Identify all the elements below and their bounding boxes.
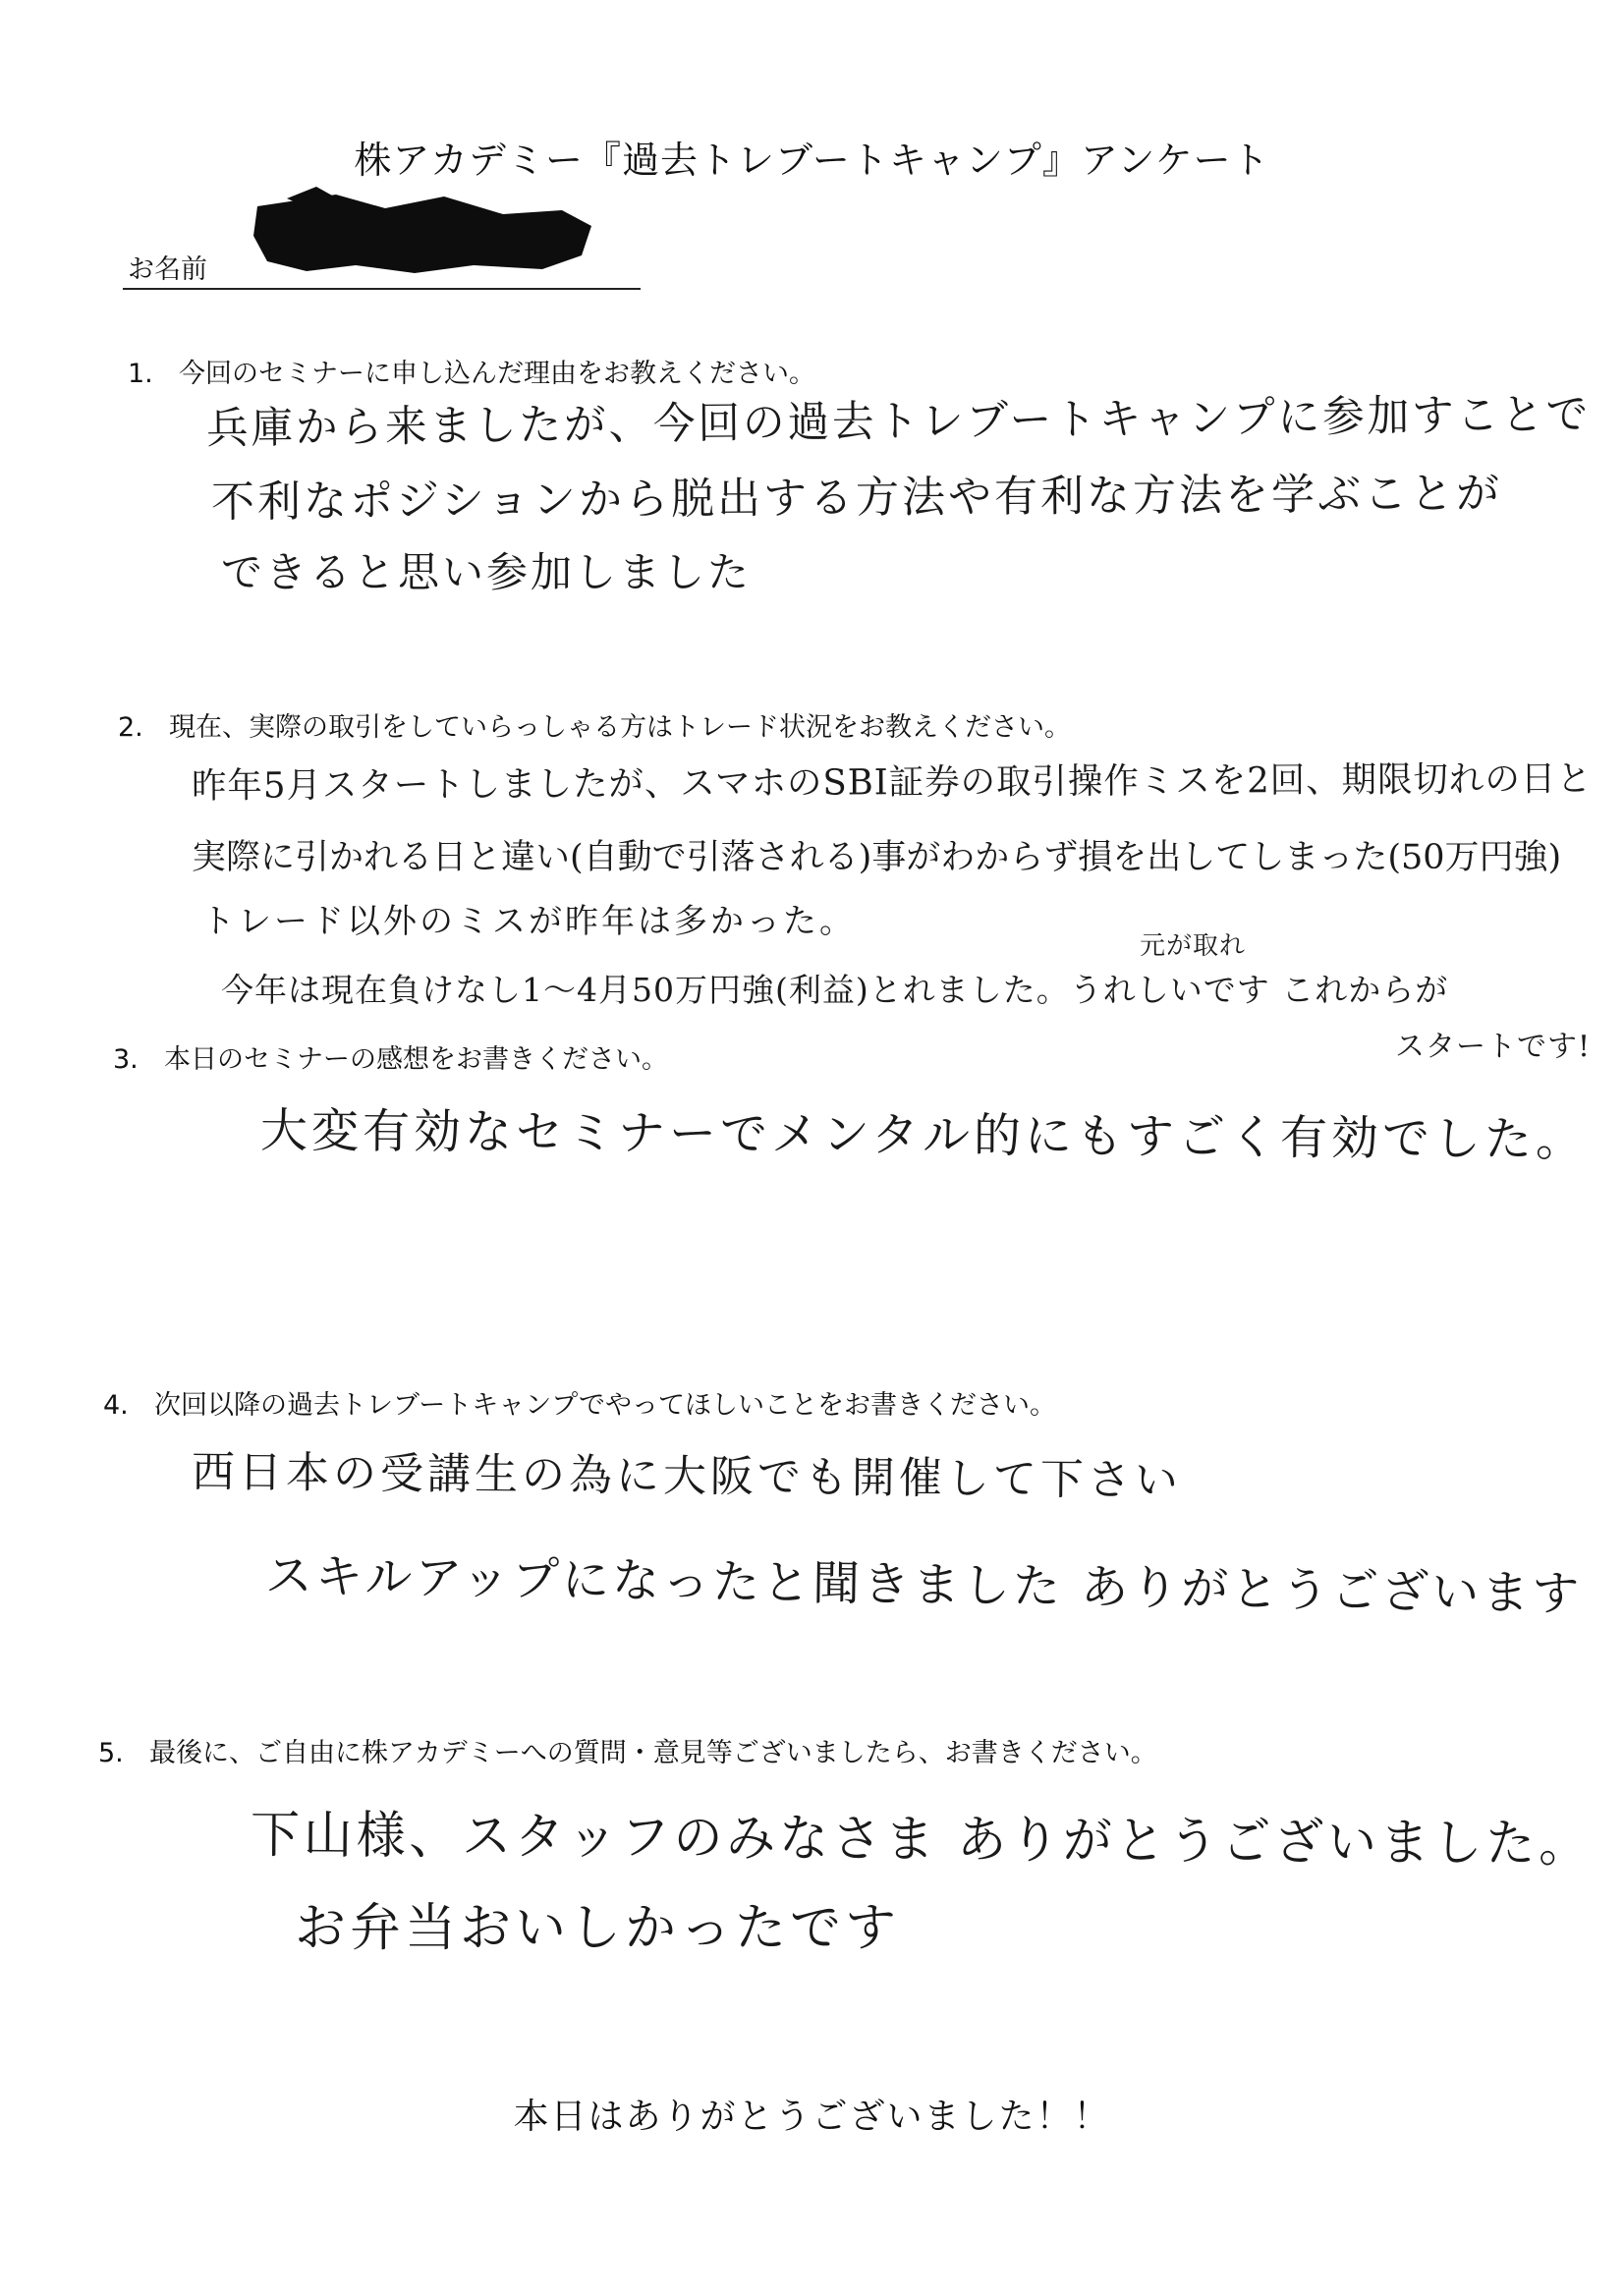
closing-message: 本日はありがとうございました！！ xyxy=(513,2097,1111,2137)
form-title: 株アカデミー『過去トレブートキャンプ』アンケート xyxy=(354,139,1270,182)
question-text: 現在、実際の取引をしていらっしゃる方はトレード状況をお教えください。 xyxy=(169,712,1071,743)
question-text: 次回以降の過去トレブートキャンプでやってほしいことをお書きください。 xyxy=(154,1390,1056,1421)
question-text: 最後に、ご自由に株アカデミーへの質問・意見等ございましたら、お書きください。 xyxy=(149,1738,1157,1768)
question-number: 3. xyxy=(113,1044,139,1075)
question-text: 今回のセミナーに申し込んだ理由をお教えください。 xyxy=(179,359,815,389)
question-number: 5. xyxy=(98,1738,124,1768)
answer-4-line-1: 西日本の受講生の為に大阪でも開催して下さい xyxy=(191,1447,1183,1506)
name-underline xyxy=(123,288,641,290)
answer-5-line-1: 下山様、スタッフのみなさま ありがとうございました。 xyxy=(250,1806,1593,1875)
answer-2-line-3: トレード以外のミスが昨年は多かった。 xyxy=(201,902,856,941)
answer-4-line-2: スキルアップになったと聞きました ありがとうございます xyxy=(264,1548,1583,1622)
question-text: 本日のセミナーの感想をお書きください。 xyxy=(164,1044,668,1075)
question-3 xyxy=(113,1037,668,1076)
question-number: 4. xyxy=(103,1390,129,1421)
question-number: 2. xyxy=(118,712,143,743)
question-2 xyxy=(118,705,1071,744)
answer-5-line-2: お弁当おいしかったです xyxy=(295,1899,901,1958)
answer-2-line-1: 昨年5月スタートしましたが、スマホのSBI証券の取引操作ミスを2回、期限切れの日と xyxy=(191,758,1593,807)
name-label: お名前 xyxy=(128,254,207,285)
answer-1-line-3: できると思い参加しました xyxy=(221,548,753,596)
answer-1-line-2: 不利なポジションから脱出する方法や有利な方法を学ぶことが xyxy=(210,468,1503,528)
answer-2-line-2: 実際に引かれる日と違い(自動で引落される)事がわからず損を出してしまった(50万円強) xyxy=(192,838,1562,877)
answer-1-line-1: 兵庫から来ましたが、今回の過去トレブートキャンプに参加すことで xyxy=(205,389,1592,454)
question-1 xyxy=(128,352,815,390)
name-redaction-mark xyxy=(248,187,595,275)
answer-2-insert-note: 元が取れ xyxy=(1140,931,1247,961)
answer-2-line-4: 今年は現在負けなし1〜4月50万円強(利益)とれました。うれしいです これからが xyxy=(221,971,1449,1009)
question-5 xyxy=(98,1731,1157,1769)
answer-3-line-1: 大変有効なセミナーでメンタル的にもすごく有効でした。 xyxy=(259,1103,1588,1168)
question-number: 1. xyxy=(128,359,153,389)
question-4 xyxy=(103,1383,1056,1422)
answer-2-trailing-note: スタートです! xyxy=(1395,1030,1592,1064)
